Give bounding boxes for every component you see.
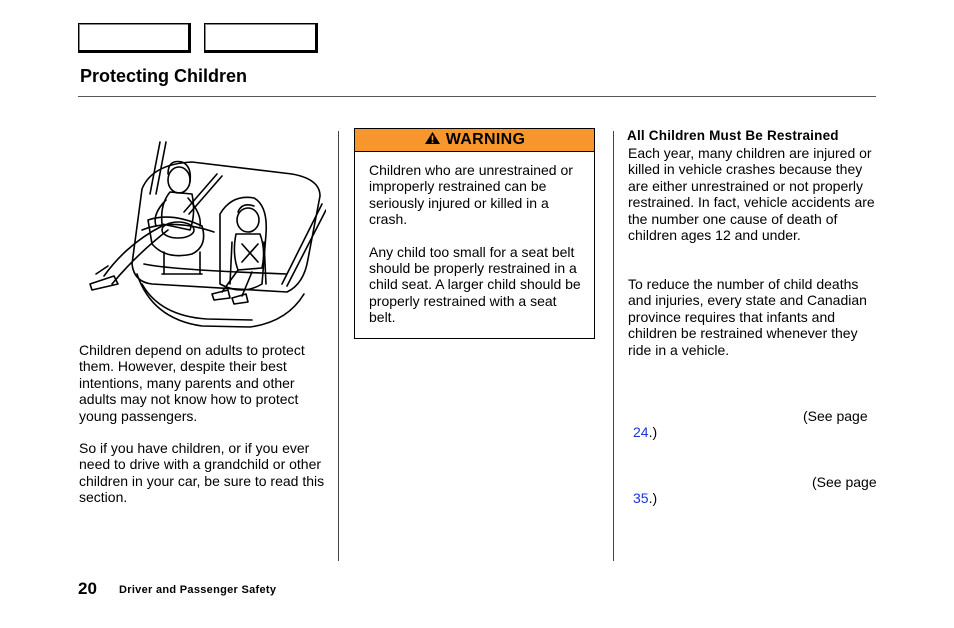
warning-triangle-icon [424,131,441,145]
section-footer: Driver and Passenger Safety [119,584,277,596]
page-link-35[interactable]: 35 [633,490,649,506]
page-link-24[interactable]: 24 [633,424,649,440]
intro-paragraph: Children depend on adults to protect them. However, despite their best intentions, many parents and other adults may not know how to protect young passengers. [79,342,305,424]
warning-text-2: Any child too small for a seat belt should be properly restrained in a child seat. A larger child should be properly restrained with a seat belt. [369,243,581,326]
page-title: Protecting Children [80,66,248,86]
page-reference-2 [633,490,657,506]
section-heading: All Children Must Be Restrained [627,128,839,143]
page-reference-1 [633,424,657,440]
page-reference-2-prefix: (See page [812,474,877,490]
restraint-paragraph-2: To reduce the number of child deaths and injuries, every state and Canadian province requires that infants and children be restrained whenever they ride in a vehicle. [628,276,867,358]
nav-button-previous[interactable] [78,23,191,53]
column-divider-right [613,131,614,561]
warning-text-1: Children who are unrestrained or improperly restrained can be seriously injured or killed in a crash. [369,162,573,228]
page-reference-1-prefix: (See page [803,408,868,424]
nav-button-next[interactable] [204,23,318,53]
restraint-paragraph-1: Each year, many children are injured or killed in vehicle crashes because they are either unrestrained or not properly restrained. In fact, vehicle accidents are the number one cause of death of children ages 12 and under. [628,145,875,244]
page-reference-2-suffix: .) [648,490,658,506]
column-divider-left [338,131,339,561]
header-divider [78,96,876,97]
warning-label: WARNING [445,131,526,148]
page-reference-1-suffix: .) [648,424,658,440]
warning-banner [355,129,594,152]
child-seat-illustration [82,134,326,334]
warning-box [354,128,595,339]
intro-paragraph-2: So if you have children, or if you ever need to drive with a grandchild or other children in your car, be sure to read this section. [79,440,325,506]
page-number: 20 [78,579,97,598]
